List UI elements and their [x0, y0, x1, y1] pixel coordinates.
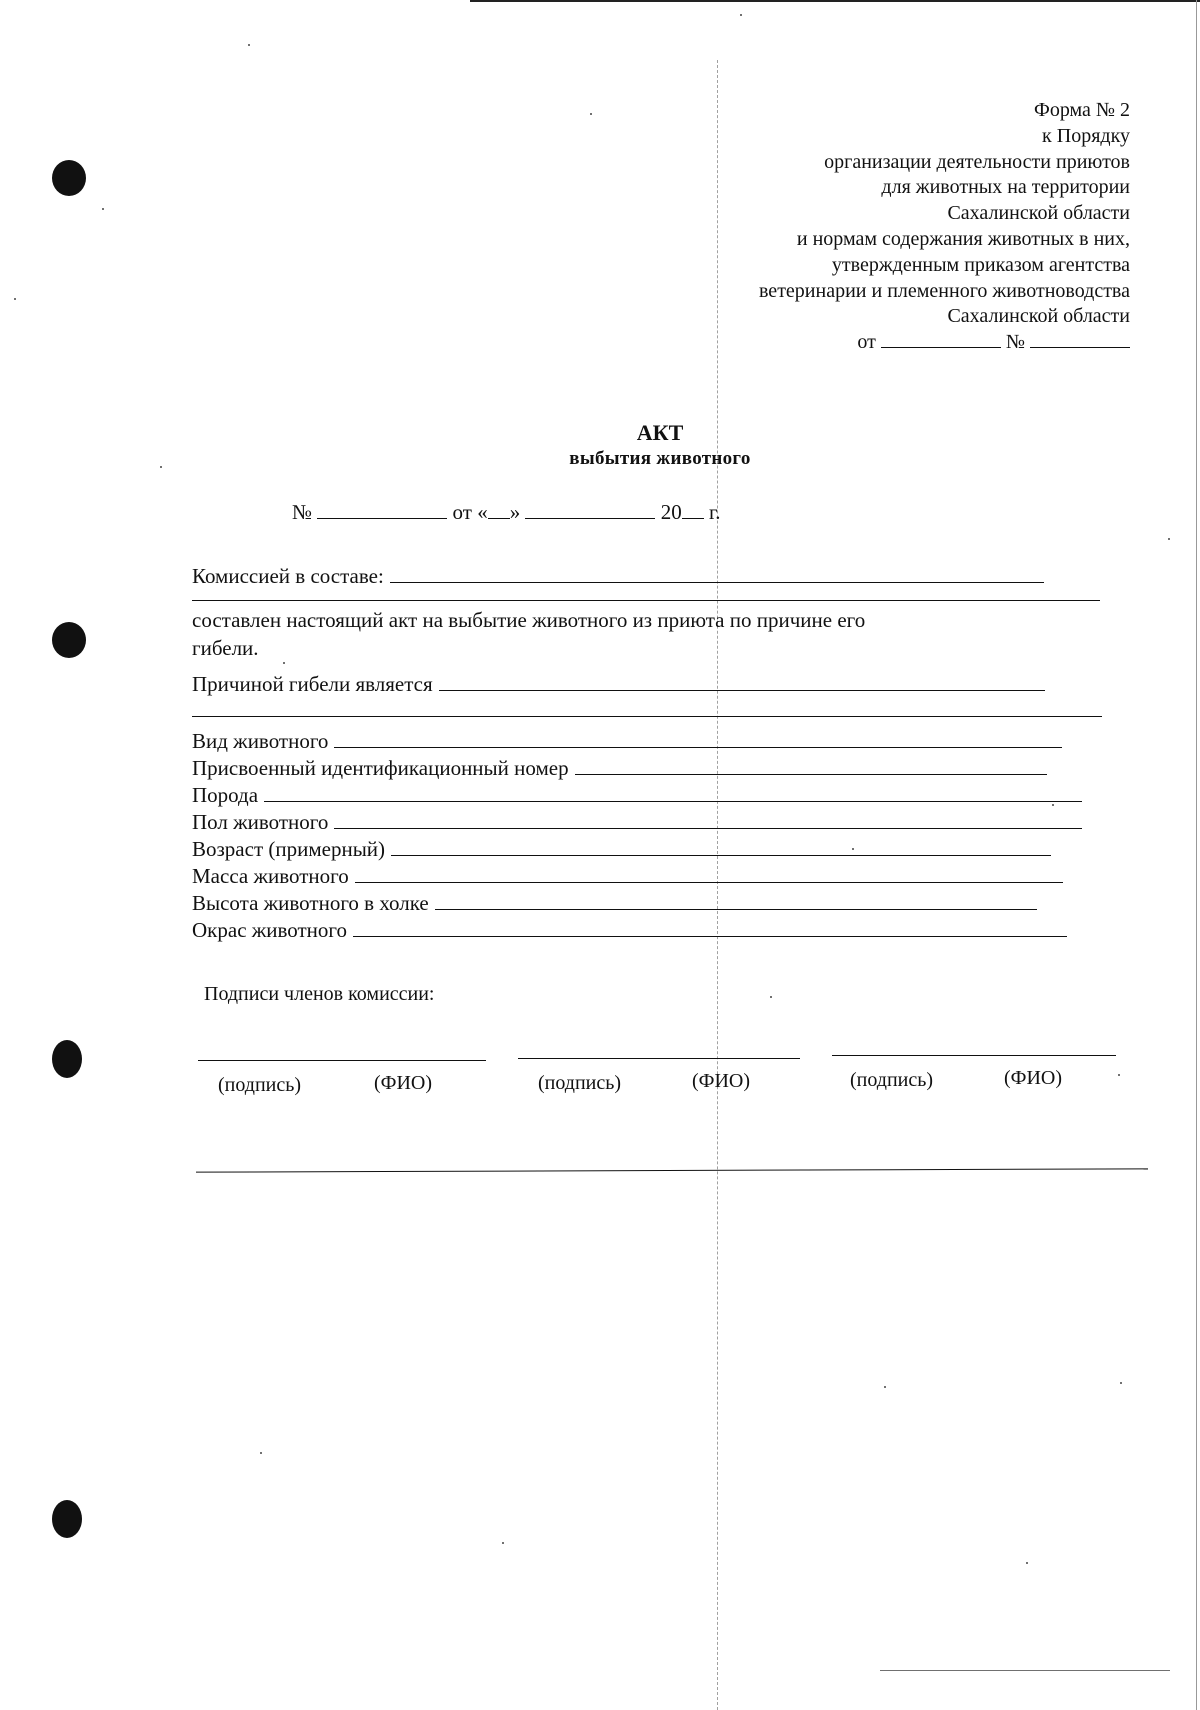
- signature-caption: (подпись): [850, 1069, 934, 1091]
- cause-label: Причиной гибели является: [192, 672, 433, 696]
- field-label: Возраст (примерный): [192, 837, 386, 861]
- header-line: Сахалинской области: [947, 202, 1130, 225]
- act-year-field[interactable]: [682, 504, 704, 519]
- commission-label: Комиссией в составе:: [192, 564, 384, 588]
- field-row-weight: [192, 864, 1063, 889]
- form-header: [670, 98, 1130, 356]
- scan-speck: [590, 113, 592, 115]
- scan-border-top: [470, 0, 1200, 2]
- sex-field[interactable]: [334, 816, 1082, 829]
- signature-caption: (подпись): [538, 1072, 622, 1094]
- scan-speck: [260, 1452, 262, 1454]
- signature-line[interactable]: [832, 1055, 1116, 1056]
- punch-hole: [52, 622, 86, 658]
- scan-speck: [740, 14, 742, 16]
- field-label: Окрас животного: [192, 918, 348, 942]
- weight-field[interactable]: [355, 870, 1063, 883]
- act-date-prefix: от «: [452, 500, 488, 524]
- act-day-field[interactable]: [488, 504, 510, 519]
- scan-speck: [14, 298, 16, 300]
- name-caption: (ФИО): [374, 1072, 433, 1094]
- punch-hole: [52, 1500, 82, 1538]
- statement-line: гибели.: [192, 636, 259, 660]
- commission-field-continuation[interactable]: [192, 600, 1100, 601]
- header-date-prefix: от: [857, 331, 876, 354]
- species-field[interactable]: [334, 735, 1062, 748]
- id-number-field[interactable]: [575, 762, 1047, 775]
- field-row-species: [192, 729, 1062, 754]
- header-number-prefix: №: [1005, 331, 1025, 354]
- cause-field-continuation[interactable]: [192, 716, 1102, 717]
- field-row-sex: [192, 810, 1082, 835]
- act-number-field[interactable]: [317, 504, 447, 519]
- breed-field[interactable]: [264, 789, 1082, 802]
- field-label: Пол животного: [192, 810, 329, 834]
- color-field[interactable]: [353, 924, 1067, 937]
- header-line: утвержденным приказом агентства: [831, 253, 1130, 276]
- act-number-prefix: №: [292, 500, 313, 524]
- signature-caption: (подпись): [218, 1074, 302, 1096]
- name-caption: (ФИО): [1004, 1067, 1063, 1089]
- field-label: Масса животного: [192, 864, 349, 888]
- act-number-line: [292, 500, 720, 525]
- field-row-color: [192, 918, 1067, 943]
- act-year-prefix: 20: [660, 500, 682, 524]
- scan-speck: [1168, 538, 1170, 540]
- name-caption: (ФИО): [692, 1070, 751, 1092]
- scan-speck: [102, 208, 104, 210]
- signature-line[interactable]: [518, 1058, 800, 1059]
- header-line: Сахалинской области: [947, 305, 1130, 328]
- header-line: и нормам содержания животных в них,: [796, 227, 1130, 250]
- field-row-age: [192, 837, 1051, 862]
- cause-field[interactable]: [439, 678, 1045, 691]
- header-number-field[interactable]: [1030, 333, 1130, 348]
- scan-speck: [884, 1386, 886, 1388]
- scan-speck: [248, 44, 250, 46]
- punch-hole: [52, 160, 86, 196]
- document-subtitle: выбытия животного: [569, 448, 751, 469]
- header-line: для животных на территории: [881, 176, 1130, 199]
- page-edge: [1196, 0, 1197, 1710]
- age-field[interactable]: [391, 843, 1051, 856]
- field-row-breed: [192, 783, 1082, 808]
- header-form-number: Форма № 2: [1034, 99, 1130, 121]
- signature-line[interactable]: [198, 1060, 486, 1061]
- act-year-suffix: г.: [708, 500, 721, 524]
- document-title: АКТ: [636, 420, 684, 445]
- scan-speck: [1026, 1562, 1028, 1564]
- bottom-rule: [196, 1168, 1148, 1172]
- scan-speck: [283, 662, 285, 664]
- scan-speck: [502, 1542, 504, 1544]
- scan-speck: [1120, 1382, 1122, 1384]
- scan-speck: [1118, 1074, 1120, 1076]
- field-label: Вид животного: [192, 729, 329, 753]
- field-label: Присвоенный идентификационный номер: [192, 756, 569, 780]
- field-label: Порода: [192, 783, 259, 807]
- header-order-ref: [670, 330, 1130, 356]
- signatures-title: Подписи членов комиссии:: [204, 983, 435, 1005]
- scan-edge-line: [880, 1670, 1170, 1671]
- cause-row: [192, 672, 1045, 697]
- commission-row: [192, 564, 1044, 589]
- act-date-quote-close: »: [509, 500, 521, 524]
- commission-field[interactable]: [390, 570, 1044, 583]
- act-month-field[interactable]: [525, 504, 655, 519]
- statement-text: [192, 606, 865, 662]
- height-field[interactable]: [435, 897, 1037, 910]
- header-line: к Порядку: [1042, 124, 1130, 147]
- punch-hole: [52, 1040, 82, 1078]
- header-line: организации деятельности приютов: [824, 150, 1130, 173]
- statement-line: составлен настоящий акт на выбытие животного из приюта по причине его: [192, 608, 866, 632]
- field-row-id-number: [192, 756, 1047, 781]
- header-line: ветеринарии и племенного животноводства: [758, 279, 1130, 302]
- header-date-field[interactable]: [881, 333, 1001, 348]
- field-label: Высота животного в холке: [192, 891, 429, 915]
- field-row-height: [192, 891, 1037, 916]
- scan-speck: [770, 996, 772, 998]
